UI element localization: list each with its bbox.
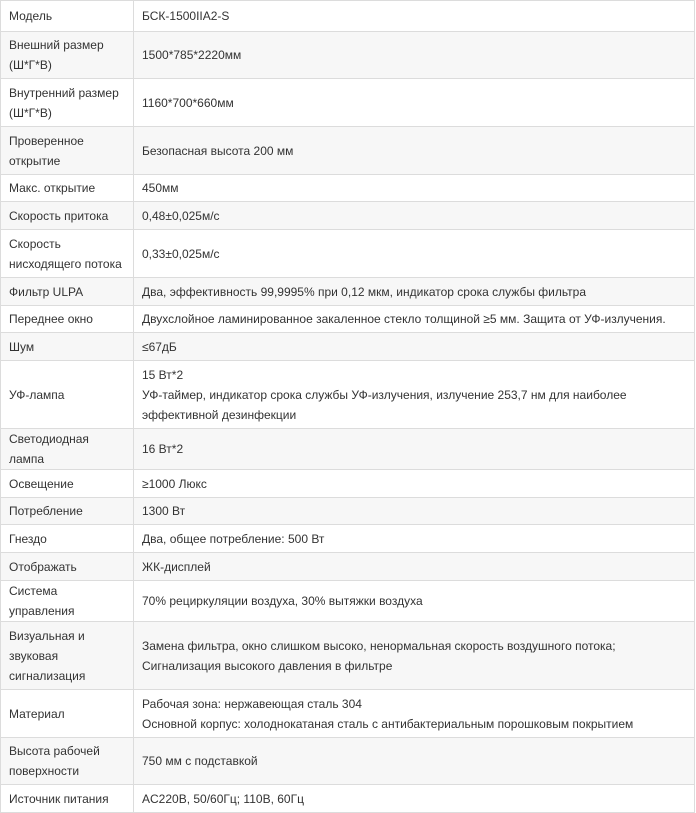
spec-label-cell bbox=[1, 202, 134, 230]
spec-value-text: УФ-таймер, индикатор срока службы УФ-излучения, излучение 253,7 нм для наиболее эффективной дезинфекции bbox=[142, 387, 627, 422]
spec-label-cell bbox=[1, 690, 134, 738]
spec-label-text: сигнализация bbox=[9, 668, 86, 683]
spec-label-text: (Ш*Г*В) bbox=[9, 58, 52, 72]
spec-label-text: Переднее окно bbox=[9, 312, 93, 326]
spec-value-text: Два, эффективность 99,9995% при 0,12 мкм, индикатор срока службы фильтра bbox=[142, 284, 587, 299]
spec-value-cell bbox=[134, 1, 695, 32]
spec-value-cell bbox=[134, 306, 695, 333]
spec-value-cell bbox=[134, 32, 695, 79]
spec-label-text: Скорость притока bbox=[9, 208, 109, 223]
spec-value-cell bbox=[134, 230, 695, 278]
spec-label-cell bbox=[1, 429, 134, 470]
spec-value-cell bbox=[134, 525, 695, 553]
spec-value-cell bbox=[134, 361, 695, 429]
table-row bbox=[1, 622, 695, 690]
table-row bbox=[1, 690, 695, 738]
spec-value-cell bbox=[134, 622, 695, 690]
table-row bbox=[1, 581, 695, 622]
table-row bbox=[1, 333, 695, 361]
spec-label-text: Отображать bbox=[9, 559, 77, 574]
spec-label-text: Материал bbox=[9, 706, 65, 721]
table-row bbox=[1, 525, 695, 553]
table-row bbox=[1, 470, 695, 498]
spec-value-text: Безопасная высота 200 мм bbox=[142, 143, 294, 158]
spec-label-text: Фильтр ULPA bbox=[9, 284, 84, 299]
spec-label-text: Скорость bbox=[9, 236, 61, 251]
spec-label-text: Светодиодная лампа bbox=[9, 432, 89, 466]
table-row bbox=[1, 738, 695, 785]
spec-value-text: 16 Вт*2 bbox=[142, 442, 184, 456]
spec-label-cell bbox=[1, 498, 134, 525]
spec-label-cell bbox=[1, 525, 134, 553]
spec-label-cell bbox=[1, 278, 134, 306]
spec-value-cell bbox=[134, 581, 695, 622]
spec-label-text: открытие bbox=[9, 153, 61, 168]
spec-value-cell bbox=[134, 690, 695, 738]
spec-label-text: (Ш*Г*В) bbox=[9, 105, 52, 120]
table-row bbox=[1, 306, 695, 333]
spec-value-text: 0,33±0,025м/с bbox=[142, 246, 220, 261]
spec-value-text: 1160*700*660мм bbox=[142, 95, 234, 110]
spec-value-text: 70% рециркуляции воздуха, 30% вытяжки воздуха bbox=[142, 594, 423, 608]
spec-value-text: ЖК-дисплей bbox=[142, 559, 211, 574]
spec-value-text: 1500*785*2220мм bbox=[142, 48, 242, 62]
table-row bbox=[1, 230, 695, 278]
spec-value-text: Рабочая зона: нержавеющая сталь 304 bbox=[142, 696, 362, 711]
spec-label-text: УФ-лампа bbox=[9, 387, 65, 402]
spec-value-cell bbox=[134, 738, 695, 785]
spec-label-text: Освещение bbox=[9, 476, 74, 491]
table-row bbox=[1, 79, 695, 127]
spec-label-cell bbox=[1, 553, 134, 581]
spec-label-text: Источник питания bbox=[9, 791, 109, 806]
table-row bbox=[1, 361, 695, 429]
spec-label-cell bbox=[1, 622, 134, 690]
spec-value-text: ≥1000 Люкс bbox=[142, 476, 207, 491]
spec-value-text: 15 Вт*2 bbox=[142, 367, 184, 382]
table-row bbox=[1, 498, 695, 525]
spec-label-cell bbox=[1, 175, 134, 202]
table-row bbox=[1, 202, 695, 230]
spec-value-cell bbox=[134, 470, 695, 498]
spec-value-text: 750 мм с подставкой bbox=[142, 754, 258, 768]
table-row bbox=[1, 32, 695, 79]
spec-label-cell bbox=[1, 306, 134, 333]
spec-label-text: Проверенное bbox=[9, 133, 84, 148]
spec-label-text: Внешний размер bbox=[9, 38, 104, 52]
spec-value-cell bbox=[134, 278, 695, 306]
spec-label-text: Макс. открытие bbox=[9, 181, 96, 195]
table-row bbox=[1, 785, 695, 813]
spec-label-text: Потребление bbox=[9, 504, 83, 518]
spec-label-text: Система управления bbox=[9, 584, 75, 618]
table-row bbox=[1, 278, 695, 306]
spec-label-cell bbox=[1, 361, 134, 429]
spec-label-text: Внутренний размер bbox=[9, 85, 119, 100]
spec-value-text: AC220В, 50/60Гц; 110В, 60Гц bbox=[142, 791, 304, 806]
spec-label-cell bbox=[1, 230, 134, 278]
spec-value-cell bbox=[134, 785, 695, 813]
spec-value-text: 0,48±0,025м/с bbox=[142, 208, 220, 223]
spec-value-text: 450мм bbox=[142, 181, 179, 195]
spec-value-text: Основной корпус: холоднокатаная сталь с антибактериальным порошковым покрытием bbox=[142, 716, 634, 731]
spec-value-cell bbox=[134, 333, 695, 361]
spec-label-cell bbox=[1, 785, 134, 813]
spec-value-text: Замена фильтра, окно слишком высоко, ненормальная скорость воздушного потока; Сигнализация высокого давления в фильтре bbox=[142, 638, 616, 673]
specifications-table-body bbox=[1, 1, 695, 813]
spec-label-text: Высота рабочей bbox=[9, 744, 100, 758]
spec-label-cell bbox=[1, 127, 134, 175]
spec-label-text: звуковая bbox=[9, 648, 59, 663]
spec-label-cell bbox=[1, 738, 134, 785]
spec-label-text: нисходящего потока bbox=[9, 256, 122, 271]
spec-value-text: ≤67дБ bbox=[142, 339, 177, 354]
table-row bbox=[1, 127, 695, 175]
spec-value-cell bbox=[134, 553, 695, 581]
spec-value-text: Два, общее потребление: 500 Вт bbox=[142, 531, 325, 546]
spec-value-text: 1300 Вт bbox=[142, 504, 186, 518]
spec-label-text: Гнездо bbox=[9, 531, 47, 546]
spec-label-text: Шум bbox=[9, 339, 35, 354]
spec-value-cell bbox=[134, 79, 695, 127]
spec-label-cell bbox=[1, 470, 134, 498]
spec-value-cell bbox=[134, 202, 695, 230]
spec-value-text: Двухслойное ламинированное закаленное стекло толщиной ≥5 мм. Защита от УФ-излучения. bbox=[142, 312, 666, 326]
table-row bbox=[1, 175, 695, 202]
table-row bbox=[1, 1, 695, 32]
spec-value-text: БСК-1500IIA2-S bbox=[142, 9, 230, 23]
table-row bbox=[1, 553, 695, 581]
spec-label-cell bbox=[1, 1, 134, 32]
spec-value-cell bbox=[134, 127, 695, 175]
spec-value-cell bbox=[134, 498, 695, 525]
table-row bbox=[1, 429, 695, 470]
spec-label-text: поверхности bbox=[9, 764, 80, 778]
spec-label-cell bbox=[1, 79, 134, 127]
spec-label-text: Визуальная и bbox=[9, 628, 85, 643]
spec-label-cell bbox=[1, 581, 134, 622]
spec-label-cell bbox=[1, 333, 134, 361]
spec-value-cell bbox=[134, 175, 695, 202]
spec-label-cell bbox=[1, 32, 134, 79]
spec-value-cell bbox=[134, 429, 695, 470]
spec-label-text: Модель bbox=[9, 9, 53, 23]
